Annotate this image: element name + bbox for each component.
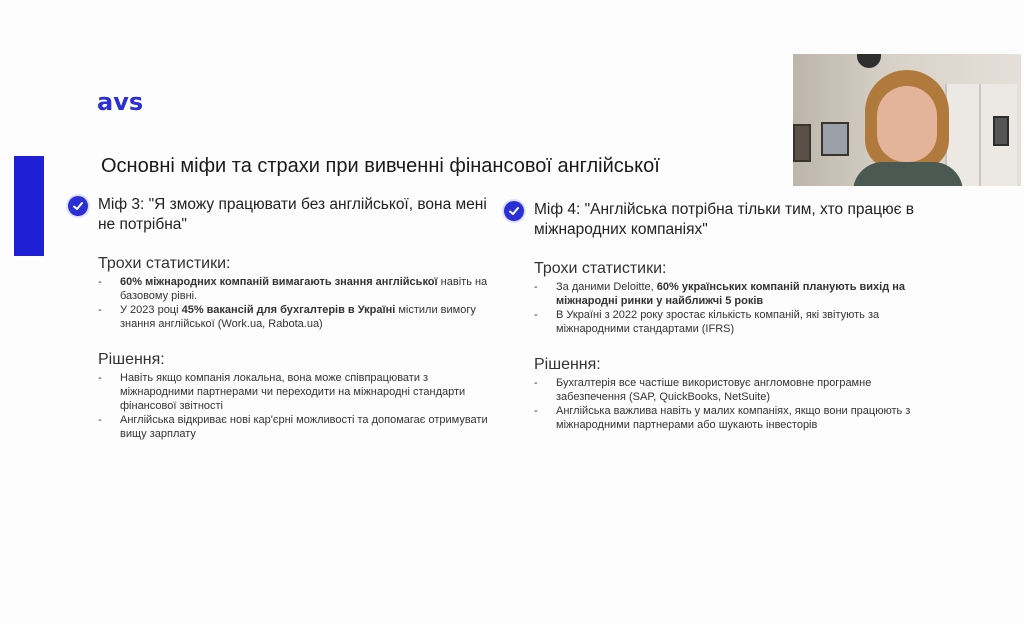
presenter-body [853, 162, 963, 186]
list-item: - Англійська важлива навіть у малих компаніях, якщо вони працюють з міжнародними партнерами або шукають інвесторів [534, 404, 934, 432]
door-edge [979, 84, 981, 186]
stats-heading: Трохи статистики: [534, 260, 667, 277]
list-item: - Англійська відкриває нові кар'єрні можливості та допомагає отримувати вищу зарплату [98, 413, 488, 441]
myth-3-heading [68, 195, 488, 235]
presenter-face [877, 86, 937, 162]
solution-heading: Рішення: [534, 356, 601, 373]
stats-list [98, 275, 488, 331]
wall-picture [793, 124, 811, 162]
myth-4-heading [504, 200, 934, 240]
list-item: - В Україні з 2022 року зростає кількість компаній, які звітують за міжнародними стандартами (IFRS) [534, 308, 934, 336]
myth-4-text: Міф 4: "Англійська потрібна тільки тим, хто працює в міжнародних компаніях" [534, 201, 915, 238]
wall-picture [993, 116, 1009, 146]
avs-logo: avs [97, 88, 144, 116]
wall-picture [821, 122, 849, 156]
solutions-list [98, 371, 488, 441]
accent-bar [14, 156, 44, 256]
list-item: - Навіть якщо компанія локальна, вона може співпрацювати з міжнародними партнерами чи переходити на міжнародні стандарти фінансової звітності [98, 371, 488, 413]
presenter-video[interactable] [793, 54, 1021, 186]
list-item: - Бухгалтерія все частіше використовує англомовне програмне забезпечення (SAP, QuickBooks, NetSuite) [534, 376, 934, 404]
solutions-list [534, 376, 934, 432]
myth-4-column [504, 200, 934, 432]
stats-list [534, 280, 934, 336]
check-badge-icon [504, 201, 524, 221]
myth-3-text: Міф 3: "Я зможу працювати без англійської, вона мені не потрібна" [98, 196, 487, 233]
slide-title: Основні міфи та страхи при вивченні фінансової англійської [101, 155, 660, 177]
list-item: - У 2023 році 45% вакансій для бухгалтерів в Україні містили вимогу знання англійської (Work.ua, Rabota.ua) [98, 303, 488, 331]
check-badge-icon [68, 196, 88, 216]
myth-3-column [68, 195, 488, 441]
list-item: - 60% міжнародних компаній вимагають знання англійської навіть на базовому рівні. [98, 275, 488, 303]
stats-heading: Трохи статистики: [98, 255, 231, 272]
list-item: - За даними Deloitte, 60% українських компаній планують вихід на міжнародні ринки у найближчі 5 років [534, 280, 934, 308]
solution-heading: Рішення: [98, 351, 165, 368]
